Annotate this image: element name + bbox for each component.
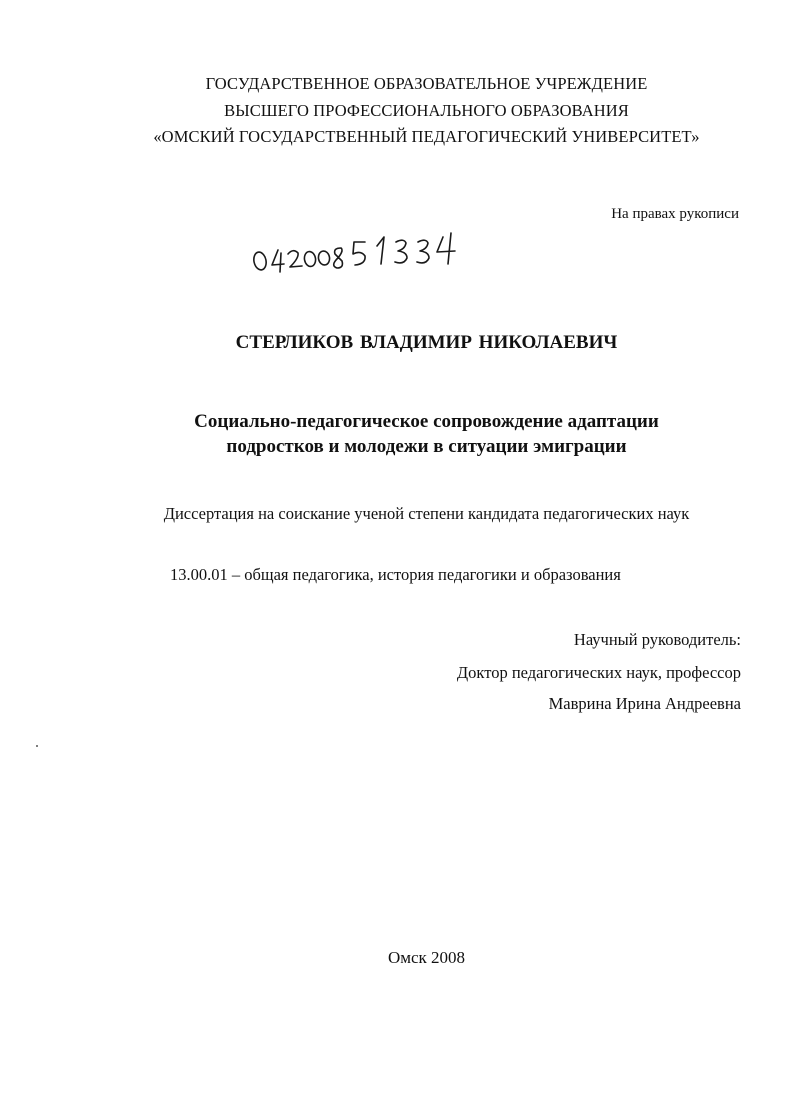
specialty-code: 13.00.01 – общая педагогика, история педагогики и образования [170, 565, 621, 584]
institution-line-1: ГОСУДАРСТВЕННОЕ ОБРАЗОВАТЕЛЬНОЕ УЧРЕЖДЕНИЕ [205, 74, 648, 93]
author-name: СТЕРЛИКОВ ВЛАДИМИР НИКОЛАЕВИЧ [235, 332, 618, 353]
dissertation-title-line-1: Социально-педагогическое сопровождение адаптации [194, 411, 659, 432]
supervisor-label: Научный руководитель: [573, 630, 741, 649]
institution-line-2: ВЫСШЕГО ПРОФЕССИОНАЛЬНОГО ОБРАЗОВАНИЯ [224, 101, 629, 120]
handwritten-registration-number [247, 228, 487, 278]
place-and-year: Омск 2008 [387, 948, 466, 967]
degree-statement: Диссертация на соискание ученой степени кандидата педагогических наук [163, 504, 690, 523]
supervisor-name: Маврина Ирина Андреевна [548, 694, 741, 713]
supervisor-degree: Доктор педагогических наук, профессор [456, 663, 741, 682]
institution-line-3: «ОМСКИЙ ГОСУДАРСТВЕННЫЙ ПЕДАГОГИЧЕСКИЙ УНИВЕРСИТЕТ» [153, 127, 700, 146]
dissertation-title-line-2: подростков и молодежи в ситуации эмиграции [226, 436, 627, 457]
manuscript-rights-note: На правах рукописи [611, 206, 739, 222]
scan-speck [36, 745, 38, 747]
